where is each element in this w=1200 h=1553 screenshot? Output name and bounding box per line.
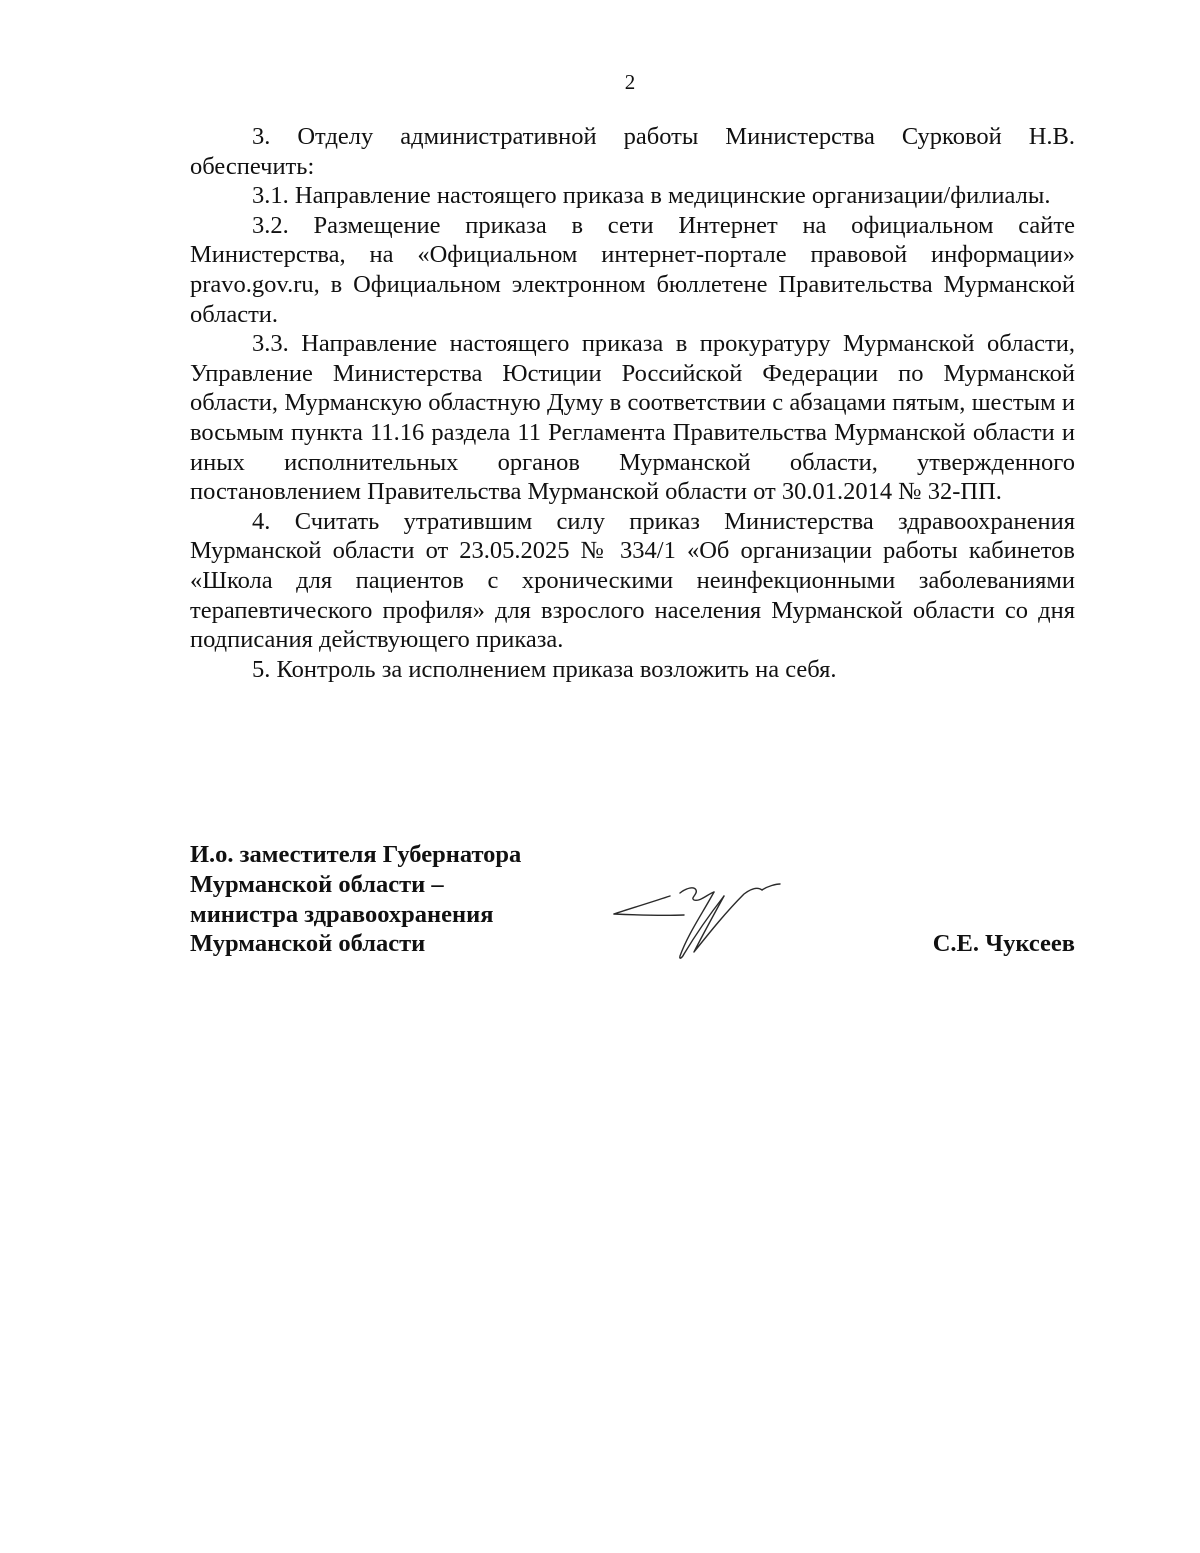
signatory-title-line: Мурманской области <box>190 930 426 958</box>
paragraph-item-4: 4. Считать утратившим силу приказ Министерства здравоохранения Мурманской области от 23.05.2025 № 334/1 «Об организации работы кабинетов «Школа для пациентов с хроническими неинфекционными заболеваниями терапевтического профиля» для взрослого населения Мурманской области со дня подписания действующего приказа. <box>190 507 1075 654</box>
signature-strokes <box>614 884 780 958</box>
order-text <box>190 122 1075 684</box>
handwritten-signature <box>610 878 820 968</box>
signatory-title <box>190 840 521 959</box>
paragraph-item-3: 3. Отделу административной работы Министерства Сурковой Н.В. обеспечить: <box>190 123 1075 180</box>
page-number: 2 <box>624 70 636 94</box>
signatory-name: С.Е. Чуксеев <box>932 930 1075 957</box>
signature-block <box>190 840 1075 970</box>
paragraph-item-3-3: 3.3. Направление настоящего приказа в прокуратуру Мурманской области, Управление Министерства Юстиции Российской Федерации по Мурманской области, Мурманскую областную Думу в соответствии с абзацами пятым, шестым и восьмым пункта 11.16 раздела 11 Регламента Правительства Мурманской области и иных исполнительных органов Мурманской области, утвержденного постановлением Правительства Мурманской области от 30.01.2014 № 32-ПП. <box>190 330 1075 506</box>
signatory-title-line: И.о. заместителя Губернатора <box>190 841 522 868</box>
signatory-title-line: министра здравоохранения <box>190 900 494 928</box>
paragraph-item-3-2: 3.2. Размещение приказа в сети Интернет на официальном сайте Министерства, на «Официальном интернет-портале правовой информации» pravo.gov.ru, в Официальном электронном бюллетене Правительства Мурманской области. <box>190 211 1075 328</box>
signatory-title-line: Мурманской области – <box>190 870 444 898</box>
paragraph-item-5: 5. Контроль за исполнением приказа возложить на себя. <box>252 655 837 683</box>
paragraph-item-3-1: 3.1. Направление настоящего приказа в медицинские организации/филиалы. <box>252 182 1051 210</box>
